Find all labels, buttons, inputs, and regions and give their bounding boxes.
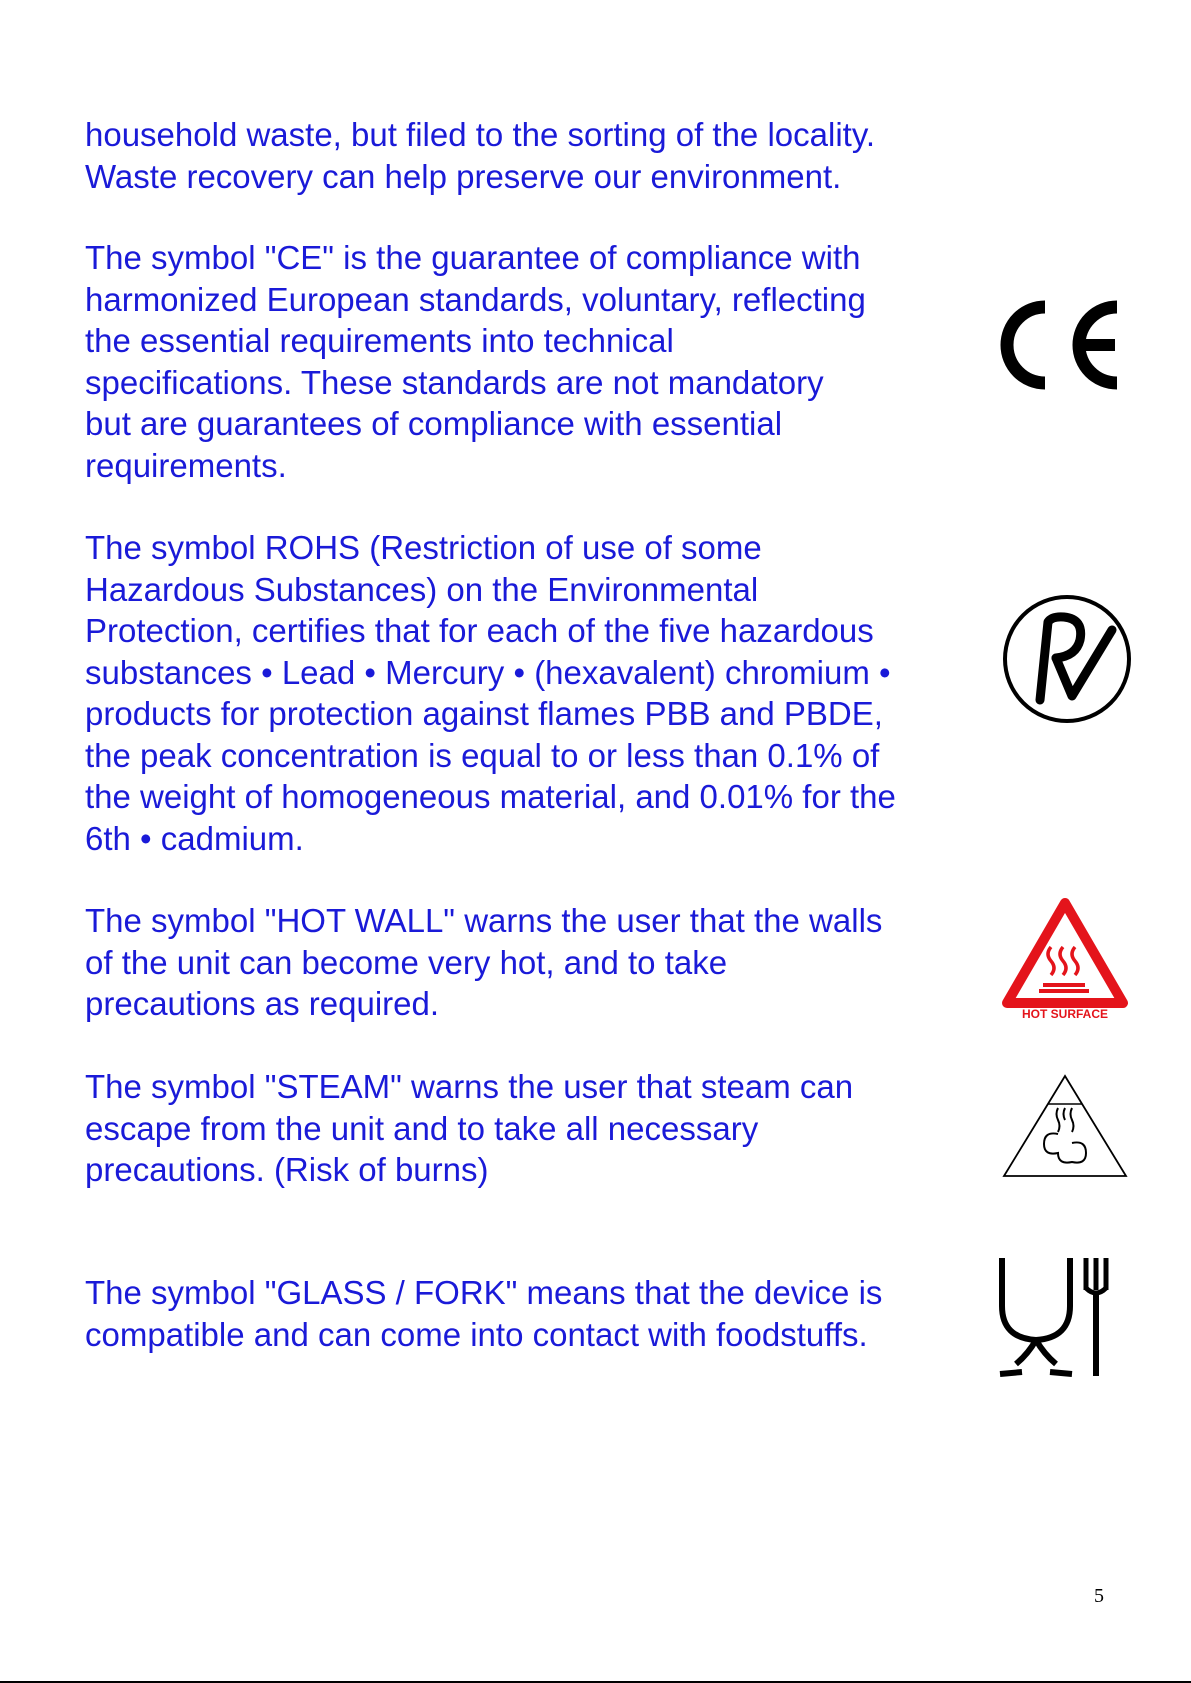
hot-surface-warning-icon [999,895,1131,1025]
paragraph-rohs [85,527,985,859]
paragraph-steam [85,1066,985,1191]
text-line: compatible and can come into contact with foodstuffs. [85,1315,868,1353]
paragraph-ce [85,237,985,486]
text-line: harmonized European standards, voluntary, reflecting [85,280,866,318]
text-line: the peak concentration is equal to or less than 0.1% of [85,736,880,774]
text-line: precautions as required. [85,985,440,1022]
text-line: substances • Lead • Mercury • (hexavalent) chromium • [85,653,891,691]
text-line: The symbol ROHS (Restriction of use of some [85,529,762,566]
paragraph-waste [85,114,985,197]
page-number: 5 [1094,1585,1104,1607]
text-line: The symbol "HOT WALL" warns the user that the walls [85,902,883,939]
ce-mark-icon [985,293,1131,397]
steam-warning-icon [1000,1072,1130,1180]
text-line: specifications. These standards are not mandatory [85,363,824,401]
hot-surface-caption: HOT SURFACE [1021,1007,1108,1021]
text-line: but are guarantees of compliance with essential [85,405,783,442]
text-line: products for protection against flames PBB and PBDE, [85,695,883,732]
text-line: precautions. (Risk of burns) [85,1151,489,1188]
text-line: Hazardous Substances) on the Environmental [85,570,759,608]
paragraph-glass-fork [85,1272,985,1355]
text-line: requirements. [85,446,287,484]
text-line: The symbol "GLASS / FORK" means that the device is [85,1274,883,1311]
text-line: Protection, certifies that for each of the five hazardous [85,612,874,649]
text-line: escape from the unit and to take all necessary [85,1109,759,1147]
text-line: Waste recovery can help preserve our environment. [85,157,842,195]
text-line: the essential requirements into technical [85,322,674,359]
paragraph-hot-wall [85,900,985,1025]
text-line: household waste, but filed to the sorting of the locality. [85,116,876,153]
text-line: The symbol "STEAM" warns the user that steam can [85,1068,854,1105]
glass-fork-icon [998,1254,1112,1378]
text-line: the weight of homogeneous material, and 0.01% for the [85,778,896,815]
text-line: of the unit can become very hot, and to take [85,943,728,981]
text-line: 6th • cadmium. [85,819,304,857]
rohs-mark-icon [1000,592,1134,726]
text-line: The symbol "CE" is the guarantee of compliance with [85,239,861,276]
